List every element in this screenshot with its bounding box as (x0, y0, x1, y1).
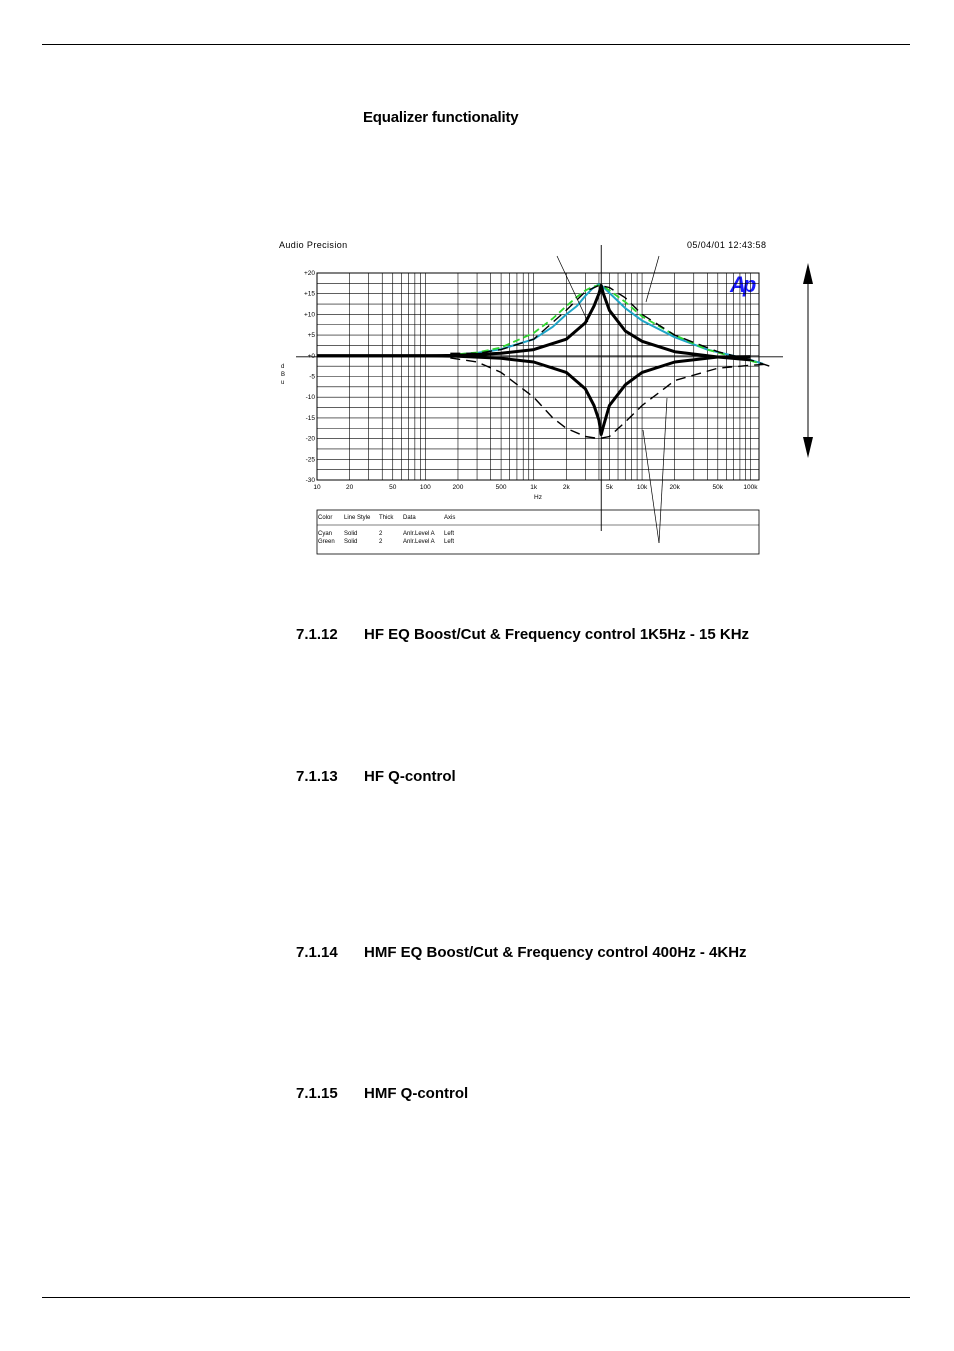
heading-text: HF Q-control (364, 768, 456, 785)
heading-number: 7.1.15 (296, 1085, 338, 1102)
x-tick-label: 20k (669, 484, 680, 491)
x-tick-label: 200 (452, 484, 464, 491)
legend-cell: Left (444, 531, 455, 537)
chart-header-left: Audio Precision (279, 240, 348, 250)
chart-annotations (296, 245, 813, 543)
x-tick-label: 20 (346, 484, 354, 491)
y-axis-label-2: u (281, 380, 285, 386)
legend-cell: Solid (344, 531, 358, 537)
x-tick-label: 500 (495, 484, 507, 491)
pointer-line (659, 398, 667, 543)
y-axis-label-1: B (281, 372, 286, 378)
x-tick-label: 100k (743, 484, 758, 491)
ap-logo: Ap (730, 272, 754, 297)
frequency-response-chart (0, 0, 954, 600)
legend-header: Data (403, 515, 416, 521)
legend-cell: Anlr.Level A (403, 539, 435, 545)
legend-cell: 2 (379, 531, 383, 537)
heading-7-1-13 (296, 768, 456, 785)
chart-header-right: 05/04/01 12:43:58 (687, 240, 767, 250)
chart-legend (317, 510, 759, 554)
y-tick-label: -30 (305, 477, 315, 484)
heading-text: HMF Q-control (364, 1085, 469, 1102)
y-tick-label: +0 (307, 352, 315, 360)
legend-cell: 2 (379, 539, 383, 545)
boost-arrow-head (803, 263, 813, 284)
y-tick-label: -5 (309, 373, 315, 381)
pointer-line (557, 256, 588, 322)
legend-cell: Green (318, 539, 335, 545)
series-line-0 (317, 284, 763, 364)
legend-cell: Anlr.Level A (403, 531, 435, 537)
x-tick-label: 50k (712, 484, 724, 491)
heading-number: 7.1.13 (296, 768, 338, 785)
heading-text: HMF EQ Boost/Cut & Frequency control 400Hz - 4KHz (364, 944, 747, 961)
chart-grid (317, 273, 759, 480)
x-tick-label: 2k (562, 484, 570, 491)
y-tick-label: +15 (303, 290, 315, 298)
legend-header: Thick (379, 515, 394, 521)
x-tick-label: 50 (389, 484, 397, 491)
chart-ticks (304, 270, 758, 501)
legend-header: Color (318, 515, 333, 521)
heading-number: 7.1.12 (296, 626, 338, 643)
y-tick-label: +5 (307, 332, 315, 340)
cut-arrow-head (803, 437, 813, 458)
chart-series (317, 284, 770, 438)
heading-7-1-14 (296, 944, 747, 961)
y-tick-label: -20 (305, 435, 315, 443)
bottom-rule (42, 1297, 910, 1298)
heading-7-1-12 (296, 626, 749, 643)
legend-cell: Solid (344, 539, 358, 545)
x-tick-label: 10k (636, 484, 648, 491)
pointer-line (646, 256, 659, 302)
y-tick-label: -10 (305, 394, 315, 402)
legend-header: Line Style (344, 515, 371, 521)
section-title: Equalizer functionality (363, 109, 519, 126)
y-tick-label: +20 (303, 270, 315, 277)
x-tick-label: 1k (530, 484, 538, 491)
x-tick-label: 10 (313, 484, 321, 491)
x-tick-label: 100 (419, 484, 431, 491)
heading-number: 7.1.14 (296, 944, 338, 961)
x-tick-label: 5k (606, 484, 613, 491)
heading-text: HF EQ Boost/Cut & Frequency control 1K5Hz - 15 KHz (364, 626, 750, 643)
x-axis-label: Hz (534, 494, 542, 501)
y-axis-label-0: d (281, 364, 285, 370)
heading-7-1-15 (296, 1085, 468, 1102)
series-line-5 (450, 358, 769, 439)
y-tick-label: -25 (305, 456, 315, 464)
legend-cell: Left (444, 539, 455, 545)
y-tick-label: -15 (305, 414, 315, 422)
legend-header: Axis (444, 515, 456, 521)
legend-cell: Cyan (318, 531, 333, 537)
y-tick-label: +10 (303, 311, 315, 319)
